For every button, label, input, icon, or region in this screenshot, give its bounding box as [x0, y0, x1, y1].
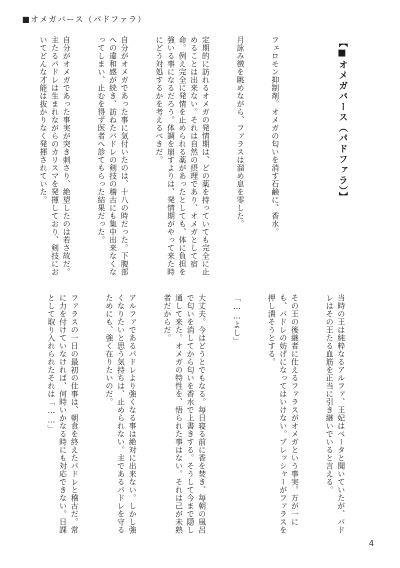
bottom-text-block — [30, 294, 370, 534]
top-text-block — [30, 36, 370, 276]
paragraph: 当時の王は純粋なるアルファ、王妃はベータと聞いていたが、パドレはその王たる血筋を正当に引き継いでいると言える。 — [325, 294, 346, 534]
page-body — [30, 36, 370, 536]
paragraph: アルファであるパドレより強くなる事は絶対に出来ない。しかし強くなりたいと思う気持ちは、止められない。主であるパドレを守るためにも、強く在りたいのだ。 — [104, 294, 138, 534]
running-header: ■オメガバース（パドファラ） — [22, 15, 147, 24]
paragraph: フェロモン抑制剤。オメガの匂いを消す石鹸に、香水。 — [270, 36, 280, 236]
paragraph: 定期的に訪れるオメガの発情期は、どの薬を持っていても完全に止めることは出来ない。それは自然の摂理であり、オメガとして宿命。例え完全に発情を止められる薬があったとしても、体に負担を強いる事になるだろう。体調を崩すよりは、発情期がやって来た時にどう対処するかを考えるべきだ。 — [154, 36, 211, 276]
paragraph: ファラスの一日の最初の仕事は、朝食を終えたパドレと稽古だ。常に力を付けていなければ、何時いかなる時にも対応できない。日課として取り入れられたそれは「……」 — [46, 294, 80, 534]
paragraph: 月詠み徴を眺めながら、ファラスは溜め息を零した。 — [236, 36, 246, 228]
paragraph: 自分がオメガであった事実が突き刺さり、絶望したのは若さ故だ。主たるパドレは生まれながらのカリスマを発揮しており、剣技においてどんな才能は抜かりなく発揮されていた。 — [38, 36, 72, 276]
paragraph: 大丈夫。今はどうとでもなる。毎日寝る前に香を焚き、毎朝の風呂で匂いを消してから匂いを香水で上書きする。そうして今まで隠し通して来た。オメガの特性を、悟られた事はない。それは己が未熟者だからだ。 — [162, 294, 207, 534]
page-number: 4 — [368, 539, 374, 548]
paragraph: 自分がオメガであった事に気付いたのは、十八の時だった。下腹部への違和感が続き、訪ねたパドレの剣技の稽古にも集中出来なくなってしまい、止むを得ず医者へ診てもらった結果だった。 — [96, 36, 130, 276]
section-title: 【■オメガバース（パドファラ）】 — [336, 38, 347, 203]
dialogue-line: 「……よし」 — [232, 294, 242, 345]
paragraph: その王の後継者に仕えるファラスがオメガという事実。万が一にも、パドレの妨げになってはいけない。プレッシャーがファラスを押し潰そうとする。 — [267, 294, 300, 534]
